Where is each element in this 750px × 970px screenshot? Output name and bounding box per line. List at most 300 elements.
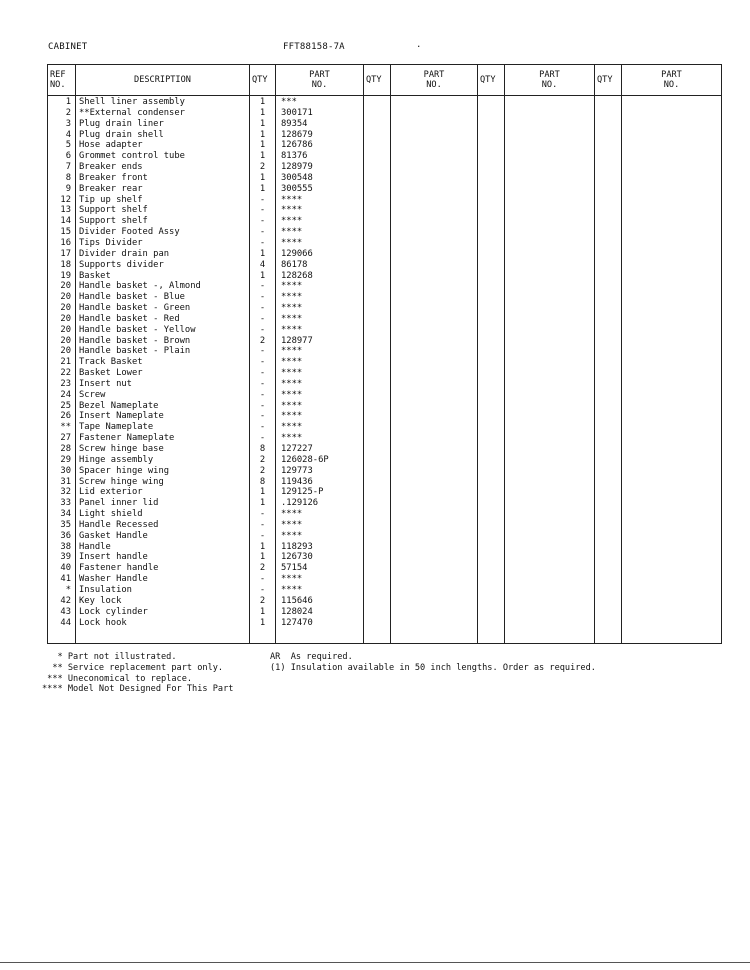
empty-cell: [505, 509, 595, 520]
part-no-cell: 128268: [276, 271, 364, 282]
ref-no-cell: 39: [48, 552, 76, 563]
description-cell: Handle basket - Red: [76, 314, 250, 325]
empty-cell: [505, 466, 595, 477]
part-no-cell: 128979: [276, 162, 364, 173]
empty-cell: [505, 303, 595, 314]
qty-cell: -: [250, 314, 276, 325]
empty-cell: [622, 162, 722, 173]
empty-cell: [391, 411, 478, 422]
table-row: [48, 477, 722, 488]
empty-cell: [595, 520, 622, 531]
header-qty-4: QTY: [595, 65, 622, 96]
header-part-no-3: PART NO.: [505, 65, 595, 96]
empty-cell: [622, 563, 722, 574]
empty-cell: [364, 542, 391, 553]
empty-cell: [505, 216, 595, 227]
part-no-cell: ***: [276, 96, 364, 108]
empty-cell: [622, 216, 722, 227]
empty-cell: [505, 357, 595, 368]
empty-cell: [505, 119, 595, 130]
qty-cell: 1: [250, 151, 276, 162]
empty-cell: [505, 455, 595, 466]
ref-no-cell: 20: [48, 336, 76, 347]
ref-no-cell: 16: [48, 238, 76, 249]
description-cell: Insert nut: [76, 379, 250, 390]
empty-cell: [505, 162, 595, 173]
empty-cell: [595, 346, 622, 357]
empty-cell: [364, 271, 391, 282]
ref-no-cell: 20: [48, 281, 76, 292]
empty-cell: [391, 628, 478, 644]
empty-cell: [595, 130, 622, 141]
qty-cell: 1: [250, 618, 276, 629]
qty-cell: 1: [250, 96, 276, 108]
empty-cell: [478, 238, 505, 249]
part-no-cell: ****: [276, 531, 364, 542]
table-row: [48, 444, 722, 455]
empty-cell: [478, 498, 505, 509]
empty-cell: [364, 368, 391, 379]
ref-no-cell: 22: [48, 368, 76, 379]
empty-cell: [478, 574, 505, 585]
footnote: AR As required.: [270, 652, 353, 662]
empty-cell: [505, 618, 595, 629]
parts-table: [47, 64, 722, 644]
qty-cell: 1: [250, 173, 276, 184]
empty-cell: [622, 151, 722, 162]
empty-cell: [505, 477, 595, 488]
empty-cell: [478, 401, 505, 412]
ref-no-cell: 43: [48, 607, 76, 618]
table-row: [48, 119, 722, 130]
qty-cell: -: [250, 216, 276, 227]
qty-cell: -: [250, 422, 276, 433]
table-row: [48, 140, 722, 151]
table-row: [48, 184, 722, 195]
description-cell: Gasket Handle: [76, 531, 250, 542]
description-cell: Shell liner assembly: [76, 96, 250, 108]
qty-cell: 1: [250, 552, 276, 563]
ref-no-cell: 24: [48, 390, 76, 401]
ref-no-cell: *: [48, 585, 76, 596]
empty-cell: [276, 628, 364, 644]
empty-cell: [622, 227, 722, 238]
empty-cell: [364, 509, 391, 520]
empty-cell: [595, 618, 622, 629]
part-no-cell: ****: [276, 292, 364, 303]
table-row: [48, 563, 722, 574]
empty-cell: [364, 303, 391, 314]
empty-cell: [364, 173, 391, 184]
description-cell: Spacer hinge wing: [76, 466, 250, 477]
empty-cell: [364, 357, 391, 368]
table-row: [48, 173, 722, 184]
empty-cell: [478, 444, 505, 455]
empty-cell: [622, 303, 722, 314]
empty-cell: [478, 466, 505, 477]
empty-cell: [391, 303, 478, 314]
table-row: [48, 487, 722, 498]
table-row: [48, 314, 722, 325]
table-row: [48, 249, 722, 260]
empty-cell: [505, 336, 595, 347]
table-row: [48, 96, 722, 108]
qty-cell: 1: [250, 140, 276, 151]
empty-cell: [478, 368, 505, 379]
description-cell: Handle basket -, Almond: [76, 281, 250, 292]
empty-cell: [364, 390, 391, 401]
part-no-cell: 127227: [276, 444, 364, 455]
empty-cell: [478, 195, 505, 206]
empty-cell: [595, 292, 622, 303]
qty-cell: 2: [250, 596, 276, 607]
empty-cell: [505, 411, 595, 422]
part-no-cell: ****: [276, 368, 364, 379]
empty-cell: [595, 455, 622, 466]
empty-cell: [391, 401, 478, 412]
empty-cell: [622, 574, 722, 585]
table-row: [48, 596, 722, 607]
empty-cell: [505, 227, 595, 238]
part-no-cell: ****: [276, 574, 364, 585]
empty-cell: [595, 314, 622, 325]
empty-cell: [478, 303, 505, 314]
empty-cell: [622, 498, 722, 509]
empty-cell: [595, 531, 622, 542]
table-row: [48, 238, 722, 249]
empty-cell: [391, 379, 478, 390]
part-no-cell: ****: [276, 346, 364, 357]
table-row: [48, 498, 722, 509]
empty-cell: [595, 119, 622, 130]
empty-cell: [595, 205, 622, 216]
empty-cell: [505, 260, 595, 271]
part-no-cell: 129066: [276, 249, 364, 260]
empty-cell: [391, 607, 478, 618]
ref-no-cell: 6: [48, 151, 76, 162]
ref-no-cell: 20: [48, 292, 76, 303]
ref-no-cell: 7: [48, 162, 76, 173]
empty-cell: [478, 596, 505, 607]
empty-cell: [595, 422, 622, 433]
empty-cell: [391, 216, 478, 227]
empty-cell: [391, 585, 478, 596]
empty-cell: [478, 325, 505, 336]
part-no-cell: 129125-P: [276, 487, 364, 498]
description-cell: **External condenser: [76, 108, 250, 119]
ref-no-cell: 13: [48, 205, 76, 216]
empty-cell: [505, 325, 595, 336]
empty-cell: [505, 390, 595, 401]
empty-cell: [622, 628, 722, 644]
footnote: **** Model Not Designed For This Part: [42, 684, 234, 695]
qty-cell: -: [250, 227, 276, 238]
empty-cell: [505, 96, 595, 108]
empty-cell: [364, 292, 391, 303]
description-cell: Divider drain pan: [76, 249, 250, 260]
table-row: [48, 108, 722, 119]
description-cell: Panel inner lid: [76, 498, 250, 509]
empty-cell: [505, 563, 595, 574]
empty-cell: [478, 227, 505, 238]
empty-cell: [364, 238, 391, 249]
qty-cell: 1: [250, 498, 276, 509]
empty-cell: [622, 271, 722, 282]
empty-cell: [505, 401, 595, 412]
qty-cell: -: [250, 325, 276, 336]
empty-cell: [364, 628, 391, 644]
empty-cell: [478, 357, 505, 368]
empty-cell: [478, 433, 505, 444]
qty-cell: 2: [250, 466, 276, 477]
empty-cell: [478, 477, 505, 488]
ref-no-cell: 38: [48, 542, 76, 553]
empty-cell: [391, 314, 478, 325]
empty-cell: [478, 411, 505, 422]
table-row: [48, 390, 722, 401]
description-cell: Insert Nameplate: [76, 411, 250, 422]
part-no-cell: 129773: [276, 466, 364, 477]
part-no-cell: ****: [276, 325, 364, 336]
empty-cell: [622, 466, 722, 477]
empty-cell: [478, 249, 505, 260]
table-row: [48, 162, 722, 173]
empty-cell: [505, 498, 595, 509]
empty-cell: [505, 314, 595, 325]
table-row: [48, 195, 722, 206]
empty-cell: [595, 477, 622, 488]
qty-cell: -: [250, 401, 276, 412]
description-cell: Tips Divider: [76, 238, 250, 249]
table-row: [48, 260, 722, 271]
empty-cell: [364, 346, 391, 357]
ref-no-cell: 19: [48, 271, 76, 282]
empty-cell: [595, 542, 622, 553]
empty-cell: [622, 325, 722, 336]
header-description: DESCRIPTION: [76, 65, 250, 96]
description-cell: Lock hook: [76, 618, 250, 629]
empty-cell: [505, 368, 595, 379]
empty-cell: [364, 216, 391, 227]
empty-cell: [391, 444, 478, 455]
empty-cell: [391, 195, 478, 206]
qty-cell: 1: [250, 607, 276, 618]
table-row: [48, 151, 722, 162]
header-qty-3: QTY: [478, 65, 505, 96]
empty-cell: [595, 271, 622, 282]
empty-cell: [364, 563, 391, 574]
table-row: [48, 292, 722, 303]
empty-cell: [391, 119, 478, 130]
empty-cell: [622, 368, 722, 379]
empty-cell: [595, 563, 622, 574]
part-no-cell: ****: [276, 281, 364, 292]
empty-cell: [478, 607, 505, 618]
description-cell: Hose adapter: [76, 140, 250, 151]
qty-cell: -: [250, 574, 276, 585]
empty-cell: [595, 336, 622, 347]
part-no-cell: ****: [276, 205, 364, 216]
empty-cell: [364, 596, 391, 607]
ref-no-cell: 36: [48, 531, 76, 542]
empty-cell: [622, 346, 722, 357]
empty-cell: [505, 531, 595, 542]
empty-cell: [364, 531, 391, 542]
table-row: [48, 552, 722, 563]
qty-cell: 2: [250, 455, 276, 466]
empty-cell: [622, 357, 722, 368]
table-row: [48, 455, 722, 466]
description-cell: Plug drain shell: [76, 130, 250, 141]
empty-cell: [595, 357, 622, 368]
empty-cell: [391, 227, 478, 238]
empty-cell: [364, 520, 391, 531]
footnotes-notes: [270, 652, 596, 674]
qty-cell: 1: [250, 108, 276, 119]
qty-cell: 1: [250, 119, 276, 130]
empty-cell: [364, 260, 391, 271]
table-row: [48, 401, 722, 412]
empty-cell: [391, 184, 478, 195]
empty-cell: [595, 390, 622, 401]
empty-cell: [364, 585, 391, 596]
empty-cell: [505, 444, 595, 455]
empty-cell: [595, 303, 622, 314]
description-cell: Handle basket - Blue: [76, 292, 250, 303]
part-no-cell: ****: [276, 520, 364, 531]
part-no-cell: 119436: [276, 477, 364, 488]
empty-cell: [622, 411, 722, 422]
part-no-cell: ****: [276, 379, 364, 390]
ref-no-cell: 28: [48, 444, 76, 455]
ref-no-cell: 9: [48, 184, 76, 195]
footnote: ** Service replacement part only.: [42, 662, 224, 673]
table-row: [48, 216, 722, 227]
empty-cell: [505, 271, 595, 282]
ref-no-cell: 27: [48, 433, 76, 444]
ref-no-cell: 34: [48, 509, 76, 520]
description-cell: Handle: [76, 542, 250, 553]
qty-cell: 1: [250, 487, 276, 498]
qty-cell: -: [250, 433, 276, 444]
table-row: [48, 531, 722, 542]
empty-cell: [364, 151, 391, 162]
empty-cell: [595, 401, 622, 412]
empty-cell: [364, 477, 391, 488]
part-no-cell: 128024: [276, 607, 364, 618]
empty-cell: [622, 520, 722, 531]
empty-cell: [505, 574, 595, 585]
empty-cell: [622, 314, 722, 325]
empty-cell: [622, 238, 722, 249]
ref-no-cell: 20: [48, 325, 76, 336]
empty-cell: [595, 466, 622, 477]
empty-cell: [595, 368, 622, 379]
empty-cell: [76, 628, 250, 644]
description-cell: Supports divider: [76, 260, 250, 271]
table-row: [48, 466, 722, 477]
empty-cell: [595, 184, 622, 195]
header-qty-1: QTY: [250, 65, 276, 96]
page-bottom-rule: [0, 962, 750, 963]
empty-cell: [622, 195, 722, 206]
description-cell: Support shelf: [76, 205, 250, 216]
empty-cell: [505, 585, 595, 596]
description-cell: Lock cylinder: [76, 607, 250, 618]
part-no-cell: 300548: [276, 173, 364, 184]
parts-table-body: [48, 96, 722, 644]
section-title: CABINET: [48, 42, 88, 52]
ref-no-cell: **: [48, 422, 76, 433]
part-no-cell: ****: [276, 411, 364, 422]
empty-cell: [622, 184, 722, 195]
footnote: (1) Insulation available in 50 inch lengths. Order as required.: [270, 662, 596, 673]
empty-cell: [622, 531, 722, 542]
empty-cell: [364, 227, 391, 238]
empty-cell: [478, 140, 505, 151]
empty-cell: [478, 552, 505, 563]
ref-no-cell: 30: [48, 466, 76, 477]
empty-cell: [595, 151, 622, 162]
empty-cell: [505, 195, 595, 206]
empty-cell: [595, 411, 622, 422]
empty-cell: [505, 151, 595, 162]
ref-no-cell: 26: [48, 411, 76, 422]
table-row: [48, 336, 722, 347]
empty-cell: [364, 455, 391, 466]
empty-cell: [505, 607, 595, 618]
empty-cell: [391, 205, 478, 216]
empty-cell: [478, 455, 505, 466]
empty-cell: [505, 130, 595, 141]
empty-cell: [391, 596, 478, 607]
qty-cell: -: [250, 292, 276, 303]
empty-cell: [505, 249, 595, 260]
empty-cell: [622, 455, 722, 466]
empty-cell: [622, 552, 722, 563]
part-no-cell: ****: [276, 216, 364, 227]
qty-cell: 2: [250, 563, 276, 574]
part-no-cell: 126786: [276, 140, 364, 151]
ref-no-cell: 2: [48, 108, 76, 119]
empty-cell: [595, 498, 622, 509]
empty-cell: [622, 173, 722, 184]
table-row: [48, 618, 722, 629]
empty-cell: [505, 346, 595, 357]
empty-cell: [364, 466, 391, 477]
empty-cell: [364, 108, 391, 119]
qty-cell: 1: [250, 271, 276, 282]
empty-cell: [595, 96, 622, 108]
ref-no-cell: 29: [48, 455, 76, 466]
description-cell: Light shield: [76, 509, 250, 520]
empty-cell: [595, 260, 622, 271]
part-no-cell: ****: [276, 238, 364, 249]
table-row: [48, 574, 722, 585]
table-row: [48, 411, 722, 422]
part-no-cell: 118293: [276, 542, 364, 553]
empty-cell: [364, 422, 391, 433]
empty-cell: [622, 379, 722, 390]
empty-cell: [250, 628, 276, 644]
empty-cell: [478, 271, 505, 282]
empty-cell: [478, 390, 505, 401]
empty-cell: [595, 227, 622, 238]
empty-cell: [595, 216, 622, 227]
empty-cell: [478, 151, 505, 162]
description-cell: Support shelf: [76, 216, 250, 227]
description-cell: Handle basket - Green: [76, 303, 250, 314]
